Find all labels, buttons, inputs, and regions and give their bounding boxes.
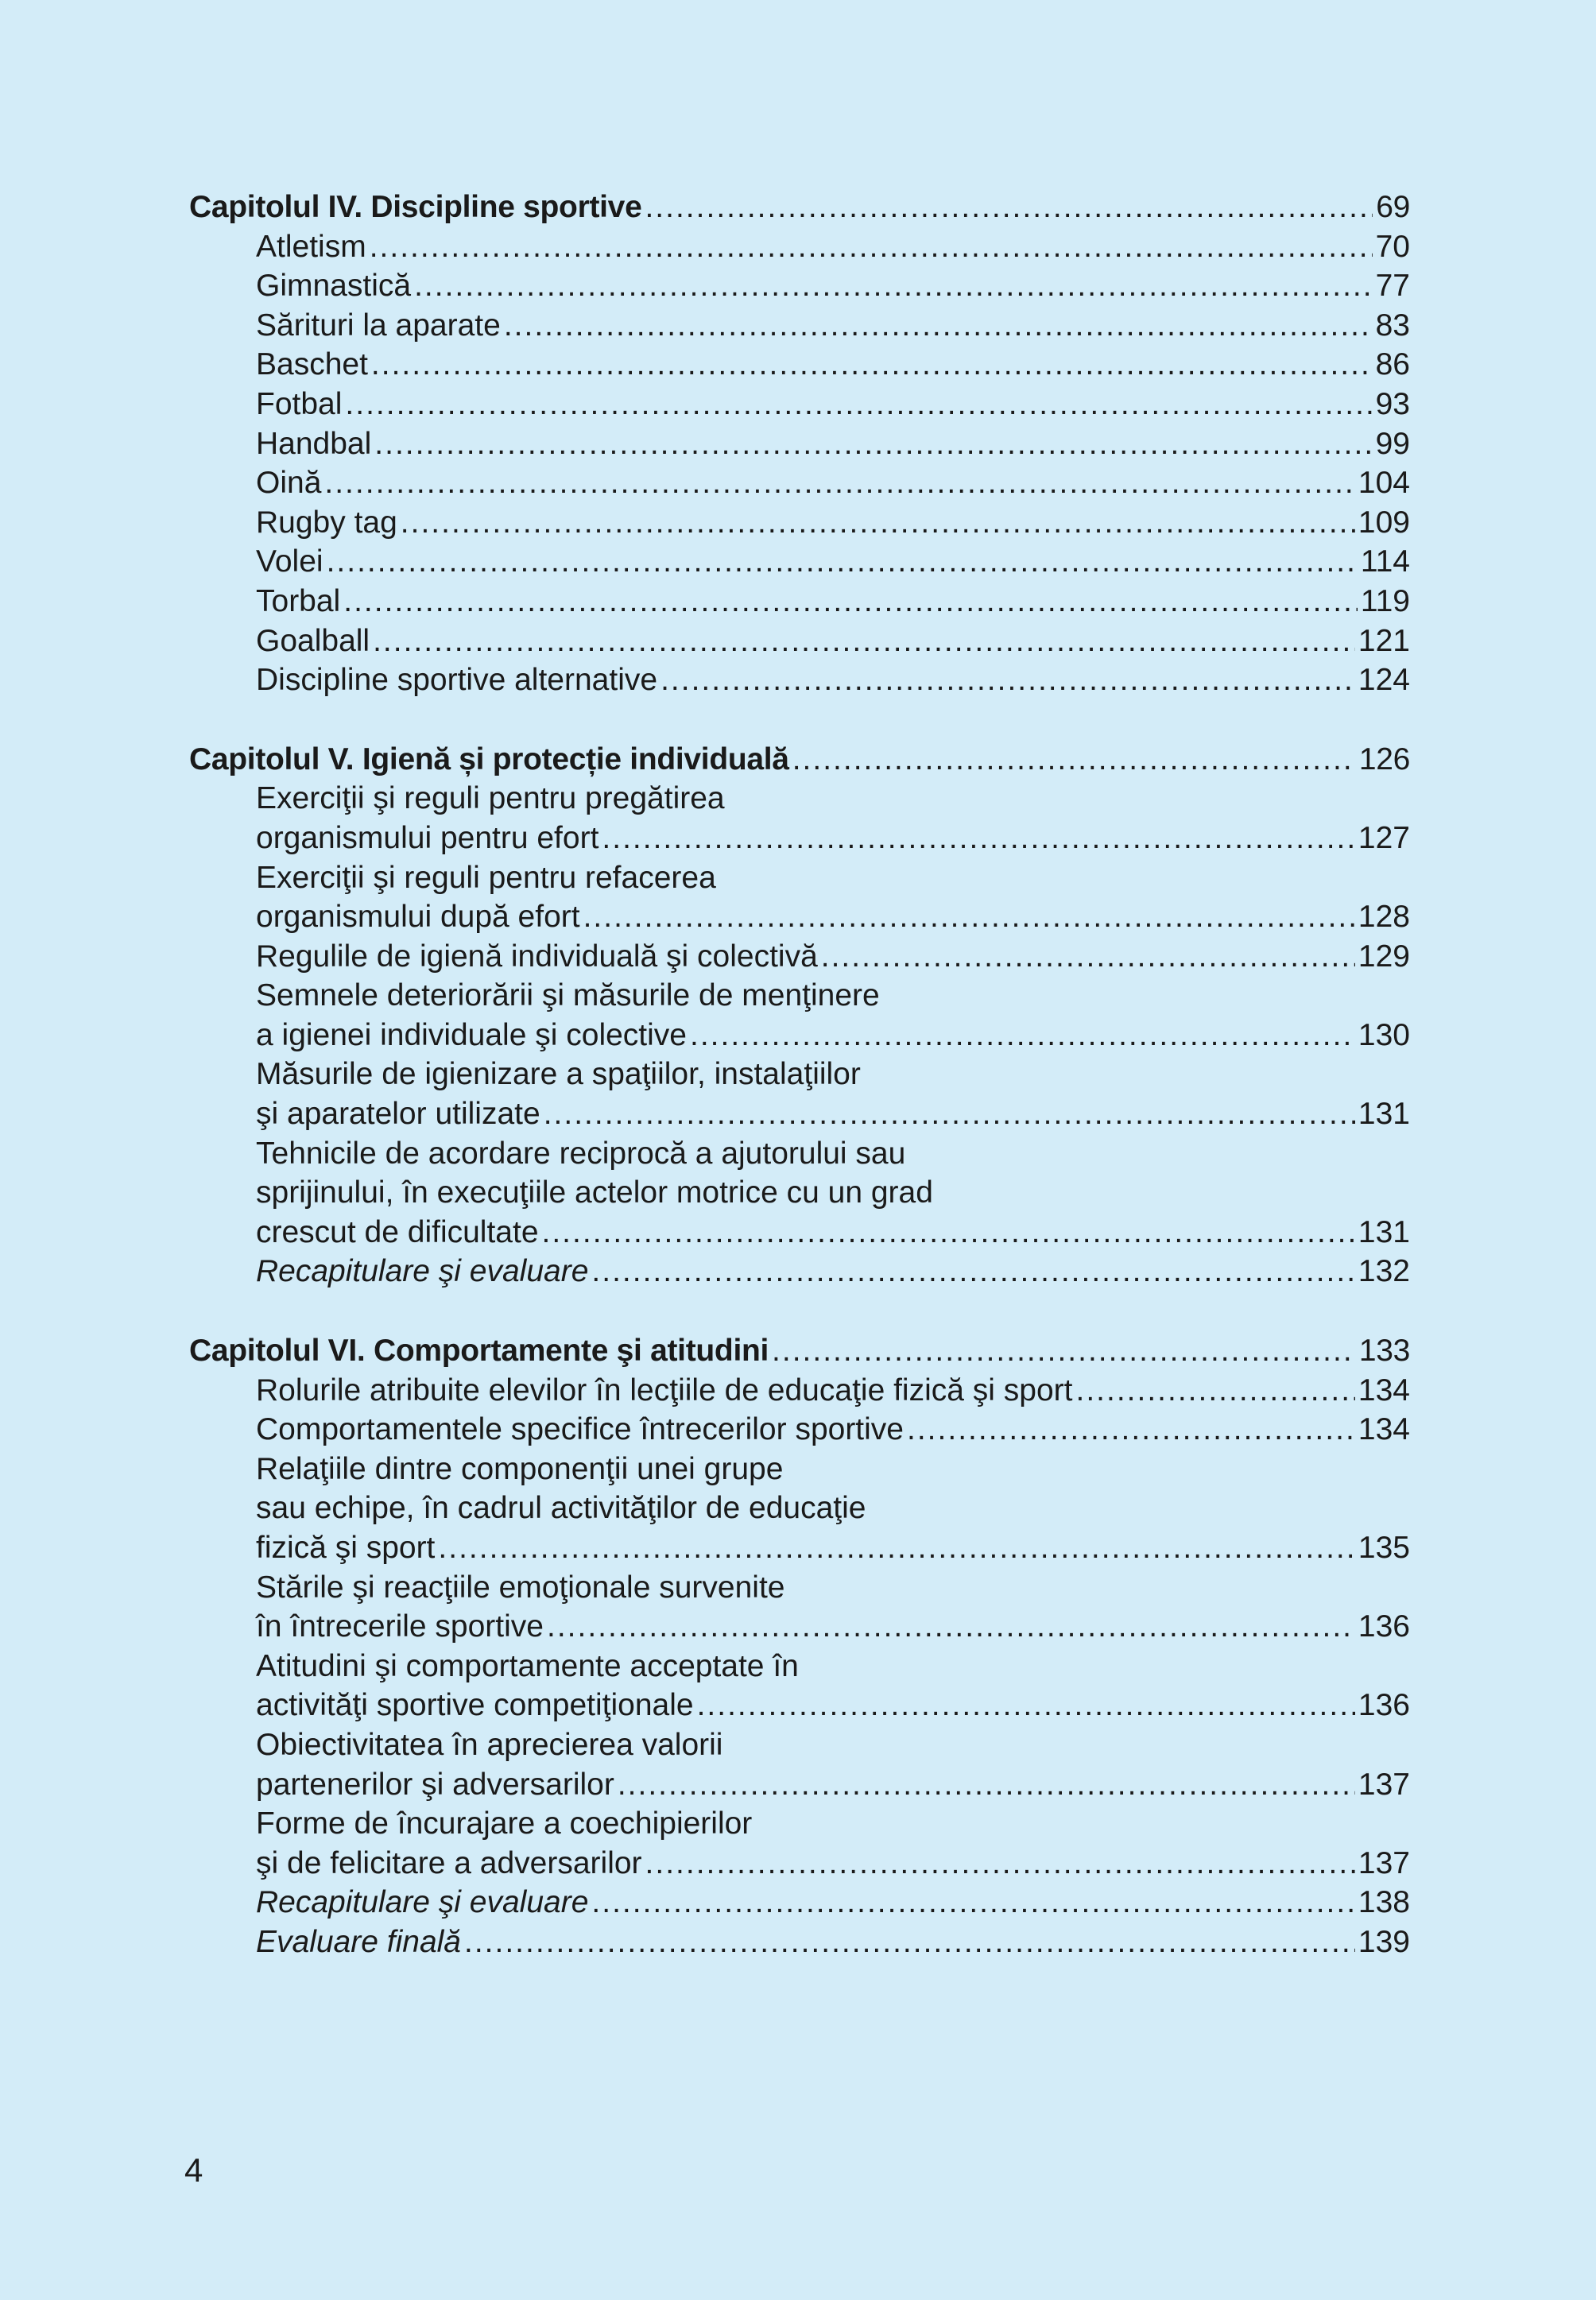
dot-leader xyxy=(374,424,1372,464)
toc-entry-title: Atitudini şi comportamente acceptate în xyxy=(256,1648,799,1683)
toc-page-number: 119 xyxy=(1360,583,1410,618)
toc-entry xyxy=(189,1922,1410,1962)
dot-leader xyxy=(772,1331,1356,1371)
toc-entry-title: fizică şi sport xyxy=(256,1531,436,1565)
dot-leader xyxy=(324,463,1355,503)
dot-leader xyxy=(544,1094,1355,1134)
toc-entry-title: şi aparatelor utilizate xyxy=(256,1097,540,1132)
dot-leader xyxy=(370,227,1373,267)
toc-page-number: 135 xyxy=(1358,1531,1410,1565)
toc-entry-title: Capitolul VI. Comportamente şi atitudini xyxy=(189,1334,769,1369)
toc-entry-title: Capitolul V. Igienă și protecție individuală xyxy=(189,741,789,776)
toc-page-number: 121 xyxy=(1358,623,1410,658)
toc-entry-title: Volei xyxy=(256,544,323,579)
page-number: 4 xyxy=(184,2151,203,2189)
toc-entry xyxy=(189,385,1410,424)
toc-entry xyxy=(189,424,1410,464)
toc-page-number: 130 xyxy=(1358,1017,1410,1052)
toc-entry-title: Exerciţii şi reguli pentru pregătirea xyxy=(256,781,725,816)
toc-page-number: 128 xyxy=(1358,900,1410,935)
toc-entry xyxy=(189,1489,1410,1528)
toc-entry-title: Fotbal xyxy=(256,386,343,421)
toc-entry xyxy=(189,819,1410,858)
toc-page-number: 109 xyxy=(1358,505,1410,540)
toc-entry xyxy=(189,1765,1410,1805)
toc-page-number: 137 xyxy=(1358,1767,1410,1802)
toc-entry xyxy=(189,976,1410,1016)
toc-page-number: 136 xyxy=(1358,1609,1410,1644)
dot-leader xyxy=(504,306,1373,346)
toc-chapter-heading xyxy=(189,740,1410,780)
toc-page-number: 86 xyxy=(1375,347,1410,382)
toc-entry-title: Exerciţii şi reguli pentru refacerea xyxy=(256,860,716,895)
toc-entry xyxy=(189,1450,1410,1489)
toc-page-number: 138 xyxy=(1358,1885,1410,1920)
toc-entry-title: crescut de dificultate xyxy=(256,1214,539,1249)
toc-entry-title: activităţi sportive competiţionale xyxy=(256,1688,694,1723)
dot-leader xyxy=(591,1883,1355,1922)
dot-leader xyxy=(602,819,1355,858)
toc-entry xyxy=(189,1213,1410,1253)
toc-entry-title: în întrecerile sportive xyxy=(256,1609,544,1644)
toc-page-number: 124 xyxy=(1358,663,1410,698)
toc-entry-title: Relaţiile dintre componenţii unei grupe xyxy=(256,1451,784,1486)
toc-entry-title: organismului după efort xyxy=(256,900,580,935)
toc-section xyxy=(189,740,1410,1291)
toc-entry-title: Obiectivitatea în aprecierea valorii xyxy=(256,1727,723,1762)
toc-entry xyxy=(189,937,1410,977)
toc-page-number: 69 xyxy=(1376,190,1410,224)
dot-leader xyxy=(542,1213,1355,1253)
toc-entry xyxy=(189,345,1410,385)
toc-entry-title: sprijinului, în execuţiile actelor motrice cu un grad xyxy=(256,1175,933,1210)
toc-entry xyxy=(189,1607,1410,1647)
toc-entry xyxy=(189,1134,1410,1174)
toc-entry xyxy=(189,1804,1410,1844)
toc-page-number: 99 xyxy=(1375,426,1410,461)
toc-entry xyxy=(189,1528,1410,1568)
dot-leader xyxy=(821,937,1355,977)
toc-page-number: 131 xyxy=(1358,1097,1410,1132)
toc-entry xyxy=(189,503,1410,543)
toc-page-number: 132 xyxy=(1358,1254,1410,1289)
toc-entry xyxy=(189,1844,1410,1884)
toc-entry-title: Atletism xyxy=(256,229,366,264)
toc-entry-title: partenerilor şi adversarilor xyxy=(256,1767,614,1802)
toc-entry-title: Stările şi reacţiile emoţionale survenite xyxy=(256,1570,785,1605)
toc-entry xyxy=(189,227,1410,267)
toc-entry-title: Sărituri la aparate xyxy=(256,308,501,343)
toc-entry xyxy=(189,897,1410,937)
dot-leader xyxy=(907,1410,1355,1450)
toc-entry-title: Discipline sportive alternative xyxy=(256,663,658,698)
dot-leader xyxy=(690,1016,1355,1055)
toc-entry xyxy=(189,1094,1410,1134)
toc-entry xyxy=(189,1410,1410,1450)
toc-entry xyxy=(189,621,1410,661)
toc-page-number: 136 xyxy=(1358,1688,1410,1723)
toc-entry xyxy=(189,1725,1410,1765)
dot-leader xyxy=(618,1765,1355,1805)
dot-leader xyxy=(414,266,1373,306)
toc-entry-title: Capitolul IV. Discipline sportive xyxy=(189,190,642,224)
table-of-contents xyxy=(189,188,1410,2002)
toc-entry-title: Măsurile de igienizare a spaţiilor, instalaţiilor xyxy=(256,1057,861,1092)
dot-leader xyxy=(591,1252,1355,1291)
toc-entry xyxy=(189,542,1410,582)
dot-leader xyxy=(401,503,1355,543)
toc-entry-title: a igienei individuale şi colective xyxy=(256,1017,687,1052)
toc-entry xyxy=(189,1371,1410,1411)
toc-page-number: 77 xyxy=(1375,269,1410,304)
toc-entry xyxy=(189,1173,1410,1213)
dot-leader xyxy=(697,1686,1355,1725)
dot-leader xyxy=(464,1922,1355,1962)
dot-leader xyxy=(371,345,1373,385)
toc-entry-title: Handbal xyxy=(256,426,372,461)
toc-entry xyxy=(189,858,1410,898)
dot-leader xyxy=(345,385,1372,424)
toc-entry xyxy=(189,1647,1410,1686)
toc-entry-title: Tehnicile de acordare reciprocă a ajutorului sau xyxy=(256,1136,906,1171)
toc-entry xyxy=(189,779,1410,819)
dot-leader xyxy=(327,542,1358,582)
toc-entry-title: sau echipe, în cadrul activităţilor de educaţie xyxy=(256,1491,866,1526)
toc-page-number: 70 xyxy=(1375,229,1410,264)
toc-entry xyxy=(189,1252,1410,1291)
toc-chapter-heading xyxy=(189,1331,1410,1371)
toc-entry xyxy=(189,660,1410,700)
toc-page-number: 127 xyxy=(1358,820,1410,855)
toc-section xyxy=(189,188,1410,700)
toc-entry-title: Recapitulare şi evaluare xyxy=(256,1885,589,1920)
dot-leader xyxy=(792,740,1356,780)
toc-entry-title: Regulile de igienă individuală şi colectivă xyxy=(256,939,818,974)
toc-entry xyxy=(189,1568,1410,1608)
toc-entry-title: Torbal xyxy=(256,583,341,618)
toc-entry-title: Oină xyxy=(256,466,322,501)
toc-entry xyxy=(189,582,1410,621)
toc-section xyxy=(189,1331,1410,1962)
toc-entry-title: Comportamentele specifice întrecerilor sportive xyxy=(256,1412,905,1447)
dot-leader xyxy=(1075,1371,1354,1411)
dot-leader xyxy=(438,1528,1355,1568)
toc-page-number: 114 xyxy=(1360,544,1410,579)
toc-page-number: 139 xyxy=(1358,1924,1410,1959)
toc-page-number: 83 xyxy=(1375,308,1410,343)
dot-leader xyxy=(343,582,1358,621)
dot-leader xyxy=(645,1844,1355,1884)
toc-entry xyxy=(189,266,1410,306)
toc-entry xyxy=(189,1883,1410,1922)
toc-page-number: 129 xyxy=(1358,939,1410,974)
toc-entry-title: Recapitulare şi evaluare xyxy=(256,1254,589,1289)
toc-entry xyxy=(189,1055,1410,1094)
toc-entry-title: Goalball xyxy=(256,623,370,658)
toc-entry-title: Baschet xyxy=(256,347,368,382)
toc-page-number: 104 xyxy=(1358,466,1410,501)
toc-entry-title: Rolurile atribuite elevilor în lecţiile de educaţie fizică şi sport xyxy=(256,1373,1073,1407)
toc-page-number: 126 xyxy=(1358,741,1410,776)
toc-page-number: 134 xyxy=(1358,1412,1410,1447)
dot-leader xyxy=(583,897,1355,937)
toc-entry-title: şi de felicitare a adversarilor xyxy=(256,1845,642,1880)
dot-leader xyxy=(373,621,1355,661)
toc-entry xyxy=(189,1686,1410,1725)
dot-leader xyxy=(660,660,1355,700)
toc-chapter-heading xyxy=(189,188,1410,227)
toc-entry-title: Evaluare finală xyxy=(256,1924,461,1959)
dot-leader xyxy=(547,1607,1355,1647)
dot-leader xyxy=(645,188,1373,227)
toc-page-number: 133 xyxy=(1358,1334,1410,1369)
toc-entry-title: Semnele deteriorării şi măsurile de menţinere xyxy=(256,978,880,1013)
toc-entry xyxy=(189,306,1410,346)
toc-entry-title: organismului pentru efort xyxy=(256,820,599,855)
toc-entry-title: Gimnastică xyxy=(256,269,412,304)
toc-page-number: 134 xyxy=(1358,1373,1410,1407)
toc-entry-title: Forme de încurajare a coechipierilor xyxy=(256,1806,753,1841)
toc-entry xyxy=(189,1016,1410,1055)
toc-entry-title: Rugby tag xyxy=(256,505,397,540)
toc-page-number: 131 xyxy=(1358,1214,1410,1249)
toc-page-number: 93 xyxy=(1375,386,1410,421)
toc-page-number: 137 xyxy=(1358,1845,1410,1880)
toc-entry xyxy=(189,463,1410,503)
